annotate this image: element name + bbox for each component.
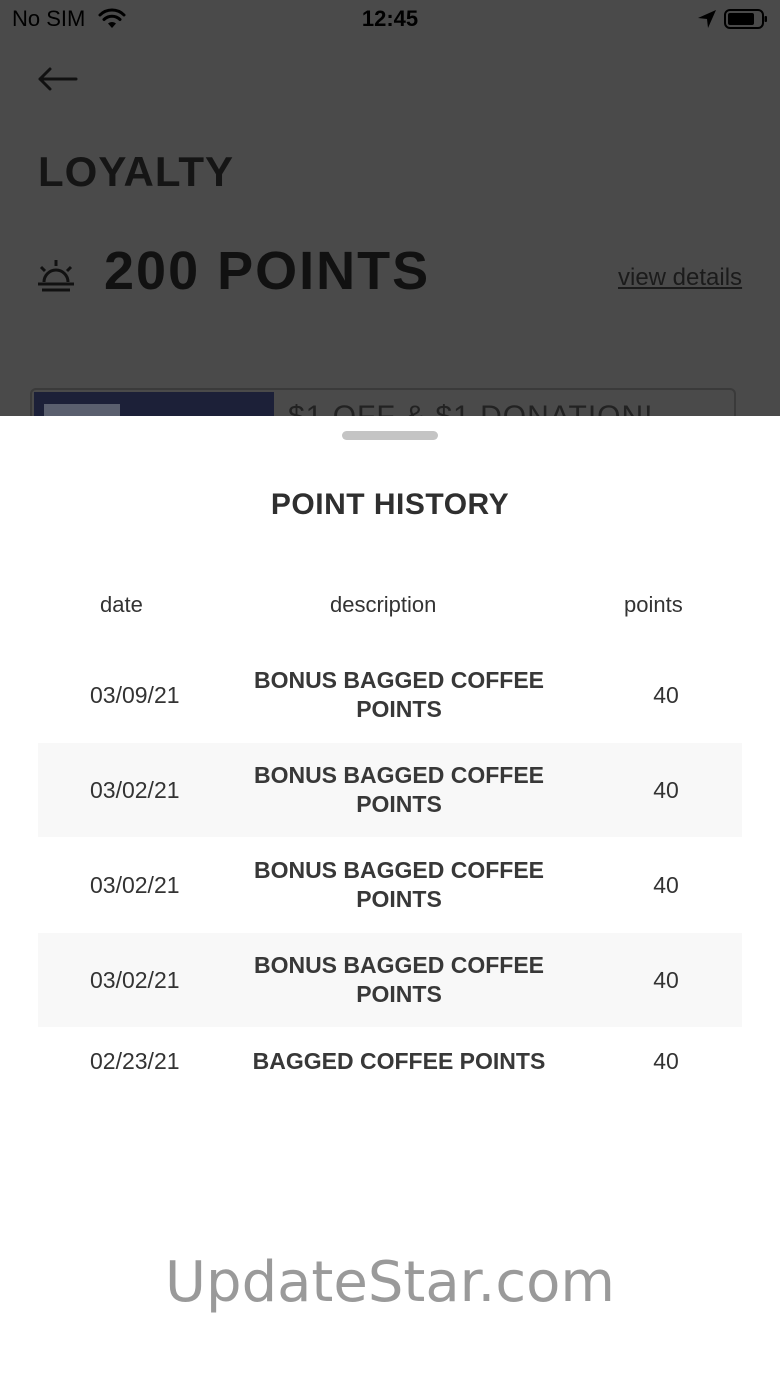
status-bar <box>0 0 780 40</box>
row-points: 40 <box>653 681 679 708</box>
sheet-grabber-handle[interactable] <box>342 431 438 440</box>
row-description: BAGGED COFFEE POINTS <box>252 1047 546 1074</box>
row-description: BONUS BAGGED COFFEE POINTS <box>253 857 545 912</box>
row-description: BONUS BAGGED COFFEE POINTS <box>253 762 545 817</box>
background-screen <box>0 0 780 416</box>
row-points: 40 <box>653 1047 679 1074</box>
status-carrier: No SIM <box>12 6 86 31</box>
row-description: BONUS BAGGED COFFEE POINTS <box>253 667 545 722</box>
battery-icon <box>724 8 768 30</box>
view-details-link[interactable]: view details <box>618 264 743 291</box>
history-row <box>38 1028 742 1094</box>
location-arrow-icon <box>696 8 718 30</box>
column-header-date: date <box>100 592 143 617</box>
row-points: 40 <box>653 776 679 803</box>
column-header-description: description <box>330 592 437 617</box>
sun-icon <box>36 258 76 294</box>
row-description: BONUS BAGGED COFFEE POINTS <box>253 952 545 1007</box>
row-date: 03/02/21 <box>90 966 180 993</box>
back-arrow-icon[interactable] <box>36 64 80 94</box>
points-total: 200 POINTS <box>104 241 431 301</box>
sheet-title: POINT HISTORY <box>270 488 510 521</box>
column-header-points: points <box>624 592 683 617</box>
history-row <box>38 933 742 1027</box>
point-history-sheet <box>0 416 780 1387</box>
history-row <box>38 743 742 837</box>
status-time: 12:45 <box>361 6 419 31</box>
row-date: 02/23/21 <box>90 1047 180 1074</box>
row-date: 03/09/21 <box>90 681 180 708</box>
row-points: 40 <box>653 871 679 898</box>
row-date: 03/02/21 <box>90 871 180 898</box>
row-points: 40 <box>653 966 679 993</box>
page-title: LOYALTY <box>38 148 235 195</box>
row-date: 03/02/21 <box>90 776 180 803</box>
history-row <box>38 838 742 932</box>
history-row <box>38 648 742 742</box>
watermark: UpdateStar.com <box>165 1250 615 1315</box>
